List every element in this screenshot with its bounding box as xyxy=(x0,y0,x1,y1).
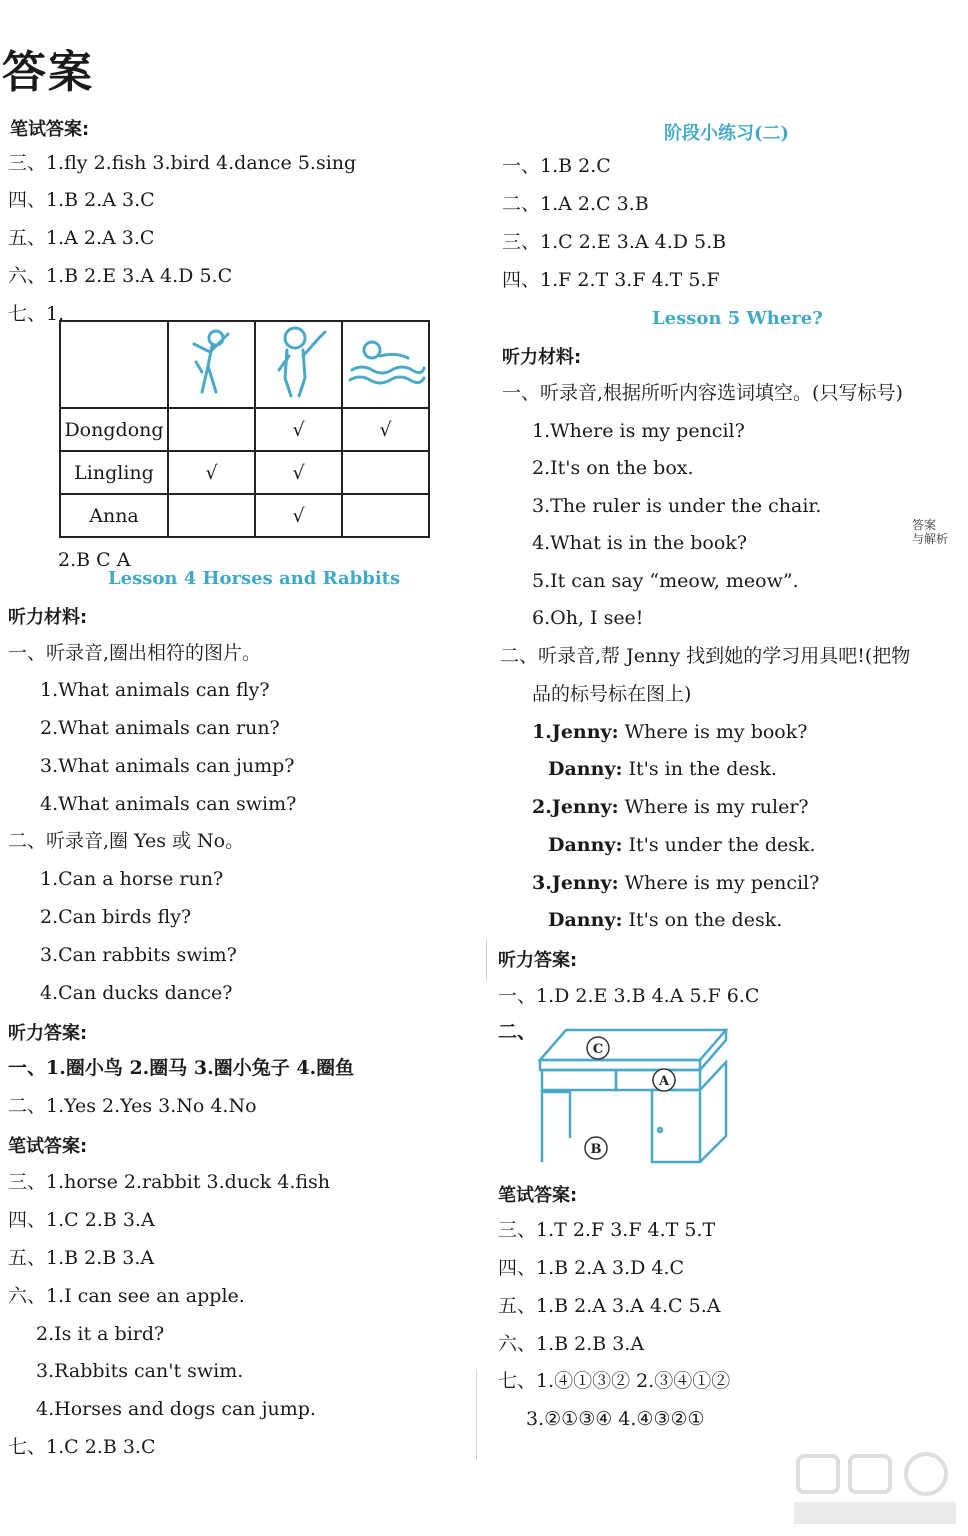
desk-illustration xyxy=(530,1026,740,1172)
table-cell-mark: √ xyxy=(255,494,342,537)
speaker: Danny: xyxy=(548,834,623,856)
column-divider xyxy=(476,1370,477,1460)
table-row-name: Lingling xyxy=(60,451,168,494)
answer-line: 二、 xyxy=(498,1021,537,1043)
list-item: 2.Is it a bird? xyxy=(36,1323,165,1345)
dialog-line xyxy=(532,871,819,895)
stage-practice-heading: 阶段小练习(二) xyxy=(664,123,790,144)
list-item: 6.Oh, I see! xyxy=(532,607,644,629)
cabinet-knob xyxy=(658,1128,662,1132)
speaker: 3.Jenny: xyxy=(532,872,619,894)
answer-line: 三、1.C 2.E 3.A 4.D 5.B xyxy=(502,231,727,253)
list-item: 3.Rabbits can't swim. xyxy=(36,1360,244,1382)
dialog-line xyxy=(548,757,777,781)
desk-cabinet-side xyxy=(700,1062,726,1162)
answer-line: 二、1.Yes 2.Yes 3.No 4.No xyxy=(8,1095,257,1117)
side-tab-line: 答案 xyxy=(912,518,937,532)
answer-line: 五、1.B 2.A 3.A 4.C 5.A xyxy=(498,1295,721,1317)
list-item: 4.Can ducks dance? xyxy=(40,982,233,1004)
listening-material-heading: 听力材料: xyxy=(502,347,582,368)
lesson-heading: Lesson 4 Horses and Rabbits xyxy=(108,568,401,589)
answer-line: 2.B C A xyxy=(58,549,131,571)
table-cell-mark xyxy=(342,494,429,537)
singer-icon xyxy=(259,322,339,402)
dialog-text: It's under the desk. xyxy=(628,834,816,856)
swim-figure-image xyxy=(342,321,429,408)
table-cell-mark: √ xyxy=(255,451,342,494)
desk-front-edge xyxy=(540,1060,700,1070)
answer-line: 一、1.圈小鸟 2.圈马 3.圈小兔子 4.圈鱼 xyxy=(8,1057,355,1079)
section-title: 一、听录音,根据所听内容选词填空。(只写标号) xyxy=(502,382,903,404)
desk-label-c: C xyxy=(592,1042,604,1057)
dialog-line xyxy=(532,720,807,744)
table-cell-mark: √ xyxy=(342,408,429,451)
desk-label-a: A xyxy=(658,1074,670,1089)
list-item: 2.It's on the box. xyxy=(532,457,694,479)
dialog-text: It's in the desk. xyxy=(628,758,777,780)
answer-line: 四、1.B 2.A 3.D 4.C xyxy=(498,1257,685,1279)
desk-label-b: B xyxy=(590,1142,602,1157)
list-item: 4.Horses and dogs can jump. xyxy=(36,1398,316,1420)
speaker: 1.Jenny: xyxy=(532,721,619,743)
dancer-icon xyxy=(172,322,252,402)
list-item: 5.It can say “meow, meow”. xyxy=(532,570,799,592)
section-title: 二、听录音,圈 Yes 或 No。 xyxy=(8,830,245,852)
written-answers-heading: 笔试答案: xyxy=(10,119,90,140)
answer-line: 七、1. xyxy=(8,303,65,325)
answer-line: 三、1.horse 2.rabbit 3.duck 4.fish xyxy=(8,1171,331,1193)
written-answers-heading: 笔试答案: xyxy=(498,1185,578,1206)
page-title: 答案 xyxy=(2,47,94,98)
listening-answers-heading: 听力答案: xyxy=(498,950,578,971)
table-cell-mark xyxy=(168,494,255,537)
dialog-line xyxy=(548,908,782,932)
answer-line: 五、1.B 2.B 3.A xyxy=(8,1247,155,1269)
lesson-heading: Lesson 5 Where? xyxy=(652,308,823,329)
speaker: 2.Jenny: xyxy=(532,796,619,818)
answer-line: 五、1.A 2.A 3.C xyxy=(8,227,155,249)
answer-line: 四、1.C 2.B 3.A xyxy=(8,1209,155,1231)
section-title: 一、听录音,圈出相符的图片。 xyxy=(8,642,262,664)
listening-material-heading: 听力材料: xyxy=(8,607,88,628)
list-item: 1.Where is my pencil? xyxy=(532,420,745,442)
dialog-line xyxy=(548,833,816,857)
list-item: 4.What is in the book? xyxy=(532,532,748,554)
list-item: 3.The ruler is under the chair. xyxy=(532,495,822,517)
table-cell-mark: √ xyxy=(255,408,342,451)
answer-line: 七、1.C 2.B 3.C xyxy=(8,1436,156,1458)
list-item: 4.What animals can swim? xyxy=(40,793,297,815)
dialog-text: Where is my ruler? xyxy=(624,796,809,818)
list-item: 1.Can a horse run? xyxy=(40,868,224,890)
written-answers-heading: 笔试答案: xyxy=(8,1136,88,1157)
desk-cabinet xyxy=(652,1090,700,1162)
dance-figure-image xyxy=(168,321,255,408)
list-item: 2.Can birds fly? xyxy=(40,906,192,928)
answer-line: 二、1.A 2.C 3.B xyxy=(502,193,649,215)
list-item: 1.What animals can fly? xyxy=(40,679,270,701)
answer-line: 四、1.B 2.A 3.C xyxy=(8,189,155,211)
answer-line: 六、1.B 2.B 3.A xyxy=(498,1333,645,1355)
column-divider xyxy=(486,940,487,980)
dialog-text: Where is my pencil? xyxy=(624,872,820,894)
answer-line: 四、1.F 2.T 3.F 4.T 5.F xyxy=(502,269,720,291)
table-cell-mark xyxy=(168,408,255,451)
answer-line: 三、1.T 2.F 3.F 4.T 5.T xyxy=(498,1219,716,1241)
answer-line: 三、1.fly 2.fish 3.bird 4.dance 5.sing xyxy=(8,152,357,174)
list-item: 3.What animals can jump? xyxy=(40,755,295,777)
answer-line: 六、1.B 2.E 3.A 4.D 5.C xyxy=(8,265,233,287)
speaker: Danny: xyxy=(548,758,623,780)
answer-line: 七、1.④①③② 2.③④①② xyxy=(498,1370,731,1392)
section-title: 二、听录音,帮 Jenny 找到她的学习用具吧!(把物 xyxy=(500,645,911,667)
dialog-text: Where is my book? xyxy=(624,721,808,743)
answer-line: 一、1.D 2.E 3.B 4.A 5.F 6.C xyxy=(498,985,760,1007)
desk-top xyxy=(540,1030,726,1060)
dialog-text: It's on the desk. xyxy=(628,909,783,931)
answer-line: 3.②①③④ 4.④③②① xyxy=(526,1408,705,1430)
listening-answers-heading: 听力答案: xyxy=(8,1023,88,1044)
table-row-name: Anna xyxy=(60,494,168,537)
speaker: Danny: xyxy=(548,909,623,931)
table-cell-mark: √ xyxy=(168,451,255,494)
answer-line: 一、1.B 2.C xyxy=(502,155,611,177)
ability-table xyxy=(59,320,430,538)
dialog-line xyxy=(532,795,809,819)
desk-drawer-left xyxy=(542,1070,616,1090)
list-item: 3.Can rabbits swim? xyxy=(40,944,237,966)
watermark-logo xyxy=(790,1448,960,1528)
table-corner xyxy=(60,321,168,408)
section-title-continued: 品的标号标在图上) xyxy=(532,683,692,705)
list-item: 2.What animals can run? xyxy=(40,717,280,739)
side-tab-line: 与解析 xyxy=(912,532,949,546)
sing-figure-image xyxy=(255,321,342,408)
answer-line: 六、1.I can see an apple. xyxy=(8,1285,245,1307)
side-tab xyxy=(912,518,948,546)
table-cell-mark xyxy=(342,451,429,494)
swimmer-icon xyxy=(344,322,428,402)
table-row-name: Dongdong xyxy=(60,408,168,451)
